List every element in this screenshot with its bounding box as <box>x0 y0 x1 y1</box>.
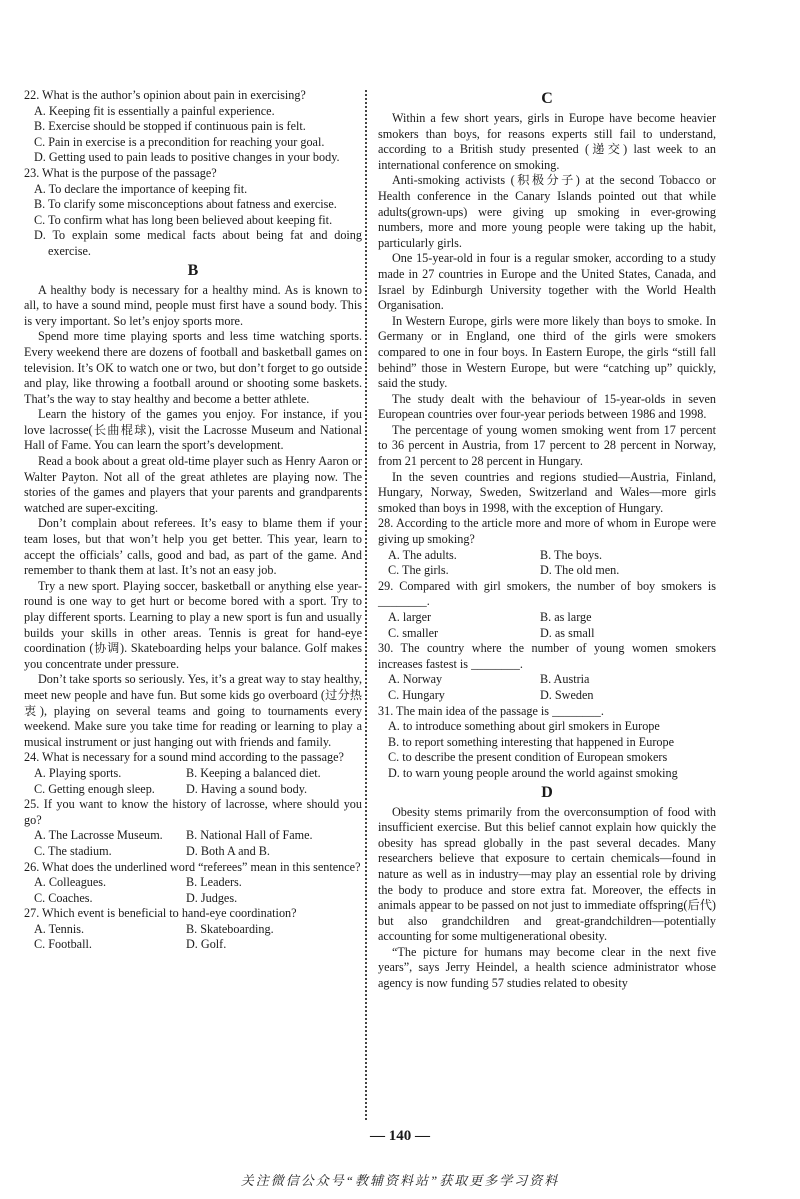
option: C. smaller <box>388 625 439 640</box>
option: B. Leaders. <box>186 875 242 890</box>
question-23: 23. What is the purpose of the passage? <box>24 165 217 180</box>
section-c-heading: C <box>541 90 553 107</box>
question-24: 24. What is necessary for a sound mind according to the passage? <box>24 750 344 765</box>
passage-b-paragraph: A healthy body is necessary for a healthy mind. As is known to all, to have a sound mind, people must first have a sound body. This is very important. So let’s enjoy sports more. <box>24 282 362 328</box>
option: D. Having a sound body. <box>186 781 308 796</box>
option: D. To explain some medical facts about being fat and doing exercise. <box>34 228 362 258</box>
option: B. Skateboarding. <box>186 921 274 936</box>
option: D. Both A and B. <box>186 843 270 858</box>
passage-c-paragraph: The percentage of young women smoking went from 17 percent to 36 percent in Austria, from 17 percent to 28 percent in Norway, from 21 percent to 28 percent in Hungary. <box>378 422 716 469</box>
option-row <box>34 828 362 844</box>
passage-b-paragraph: Learn the history of the games you enjoy. For instance, if you love lacrosse(长曲棍球), visit the Lacrosse Museum and National Hall of Fame. You can learn the sport’s development. <box>24 407 362 453</box>
option: B. Exercise should be stopped if continuous pain is felt. <box>34 119 306 134</box>
option: A. Tennis. <box>34 921 85 936</box>
option: D. Golf. <box>186 937 227 952</box>
option: B. The boys. <box>540 547 603 562</box>
option: D. to warn young people around the world against smoking <box>388 765 678 780</box>
option: C. Hungary <box>388 687 445 702</box>
option: A. The adults. <box>388 547 457 562</box>
option: A. Norway <box>388 672 443 687</box>
option: B. to report something interesting that happened in Europe <box>388 734 675 749</box>
question-28: 28. According to the article more and more of whom in Europe were giving up smoking? <box>378 516 716 547</box>
option: A. The Lacrosse Museum. <box>34 828 163 843</box>
passage-d-paragraph: Obesity stems primarily from the overconsumption of food with insufficient exercise. But this belief cannot explain how quickly the obesity has spread globally in the past several decades. Many researchers believe that exposure to certain chemicals—found in nature as well as in industry—may play an essential role by driving the body to produce and store extra fat. Moreover, the effects in animals appear to be passed on not just to immediate offspring(后代) but also grandchildren and great-grandchildren—potentially accounting for some multigenerational obesity. <box>378 804 716 944</box>
option: A. Colleagues. <box>34 875 107 890</box>
question-30: 30. The country where the number of young women smokers increases fastest is ________. <box>378 641 716 671</box>
passage-c-paragraph: In Western Europe, girls were more likely than boys to smoke. In Germany or in England, one third of the girls were smokers compared to one in four boys. In Eastern Europe, the girls “still fall behind” those in Western Europe, but were “catching up” quickly, said the study. <box>378 313 716 391</box>
option: B. as large <box>540 610 592 624</box>
passage-b-paragraph: Don’t complain about referees. It’s easy to blame them if your team loses, but that won’t help you get better. This year, learn to accept the officials’ calls, good and bad, as part of the game. And remember to thank them at last. It’s not an easy job. <box>24 516 362 578</box>
option: C. Coaches. <box>34 890 93 905</box>
passage-c-paragraph: In the seven countries and regions studied—Austria, Finland, Hungary, Norway, Sweden, Switzerland and Wales—more girls smoked than boys in 1998, with the exception of Hungary. <box>378 469 716 515</box>
option-row <box>34 844 362 860</box>
option: C. to describe the present condition of European smokers <box>388 750 668 765</box>
option: A. To declare the importance of keeping fit. <box>34 181 248 196</box>
passage-c-paragraph: Within a few short years, girls in Europe have become heavier smokers than boys, for reasons experts still fail to understand, according to a British study presented (递交) last week to an international conference on smoking. <box>378 111 716 172</box>
option-row <box>388 610 716 626</box>
option-row <box>34 766 362 782</box>
section-b-heading: B <box>187 261 199 279</box>
option-row <box>388 688 716 704</box>
passage-d-paragraph: “The picture for humans may become clear in the next five years”, says Jerry Heindel, a health science administrator whose agency is now funding 57 studies related to obesity <box>378 944 716 991</box>
left-column <box>24 88 362 953</box>
option: C. Pain in exercise is a precondition for reaching your goal. <box>34 134 325 149</box>
option: B. Austria <box>540 672 590 687</box>
option: C. Football. <box>34 937 92 952</box>
question-31: 31. The main idea of the passage is ________. <box>378 703 604 718</box>
option-row <box>34 891 362 907</box>
question-22: 22. What is the author’s opinion about pain in exercising? <box>24 88 306 102</box>
option: A. Playing sports. <box>34 765 122 780</box>
passage-c-paragraph: Anti-smoking activists (积极分子) at the second Tobacco or Health conference in the Canary Islands pointed out that while adults(grown-ups) were giving up smoking in ever-growing numbers, more and more young people were taking up the habit, particularly girls. <box>378 173 716 250</box>
question-27: 27. Which event is beneficial to hand-eye coordination? <box>24 906 297 921</box>
question-29: 29. Compared with girl smokers, the number of boy smokers is ________. <box>378 578 716 609</box>
option-row <box>388 563 716 579</box>
option-row <box>34 875 362 891</box>
option: C. The girls. <box>388 563 449 578</box>
option-row <box>388 626 716 642</box>
option-row <box>388 548 716 564</box>
option: B. To clarify some misconceptions about fatness and exercise. <box>34 197 337 212</box>
passage-b-paragraph: Try a new sport. Playing soccer, basketball or anything else year-round is one way to get hurt or become bored with a sport. Try to play different sports. Learning to play a new sport is fun and usually builds your skills in other areas. Tennis is great for hand-eye coordination (协调). Skateboarding helps your balance. Golf makes you concentrate under pressure. <box>24 578 362 671</box>
question-25: 25. If you want to know the history of lacrosse, where should you go? <box>24 797 362 827</box>
footer-note: 关注微信公众号“教辅资料站”获取更多学习资料 <box>240 1173 560 1188</box>
option: D. Sweden <box>540 687 594 702</box>
question-26: 26. What does the underlined word “referees” mean in this sentence? <box>24 859 361 874</box>
option-row <box>34 782 362 798</box>
option-row <box>388 672 716 688</box>
option: D. The old men. <box>540 563 620 578</box>
option: C. To confirm what has long been believed about keeping fit. <box>34 212 333 227</box>
option: A. Keeping fit is essentially a painful experience. <box>34 103 275 118</box>
option: A. to introduce something about girl smokers in Europe <box>388 719 660 734</box>
option: D. Judges. <box>186 890 238 905</box>
passage-c-paragraph: The study dealt with the behaviour of 15-year-olds in seven European countries over four-year periods between 1986 and 1998. <box>378 391 716 422</box>
option: C. The stadium. <box>34 843 112 858</box>
option: D. Getting used to pain leads to positive changes in your body. <box>34 150 340 165</box>
column-divider <box>365 90 367 1120</box>
option: B. Keeping a balanced diet. <box>186 765 321 780</box>
option-row <box>34 922 362 938</box>
page-number: — 140 — <box>370 1128 430 1144</box>
passage-c-paragraph: One 15-year-old in four is a regular smoker, according to a study made in 27 countries in Europe and the United States, Canada, and Israel by Edinburgh University together with the World Health Organisation. <box>378 251 716 313</box>
option: C. Getting enough sleep. <box>34 781 155 796</box>
option-row <box>34 937 362 953</box>
passage-b-paragraph: Read a book about a great old-time player such as Henry Aaron or Walter Payton. Not all of the great athletes are playing now. The stories of the games and players that your parents and grandparents watched are super-exciting. <box>24 454 362 515</box>
section-d-heading: D <box>541 783 553 801</box>
passage-b-paragraph: Spend more time playing sports and less time watching sports. Every weekend there are dozens of football and basketball games on television. It’s OK to watch one or two, but don’t forget to go outside and play, like throwing a football around or shooting some baskets. That’s the way to stay healthy and become a better athlete. <box>24 329 362 406</box>
option: D. as small <box>540 625 595 640</box>
passage-b-paragraph: Don’t take sports so seriously. Yes, it’s a great way to stay healthy, meet new people and have fun. But some kids go overboard (过分热衷), playing on several teams and going to tournaments every weekend. Make sure you take time for reading or learning to play a musical instrument or just hanging out with friends and family. <box>24 672 362 749</box>
option: A. larger <box>388 610 432 624</box>
right-column <box>378 88 716 992</box>
option: B. National Hall of Fame. <box>186 828 313 843</box>
